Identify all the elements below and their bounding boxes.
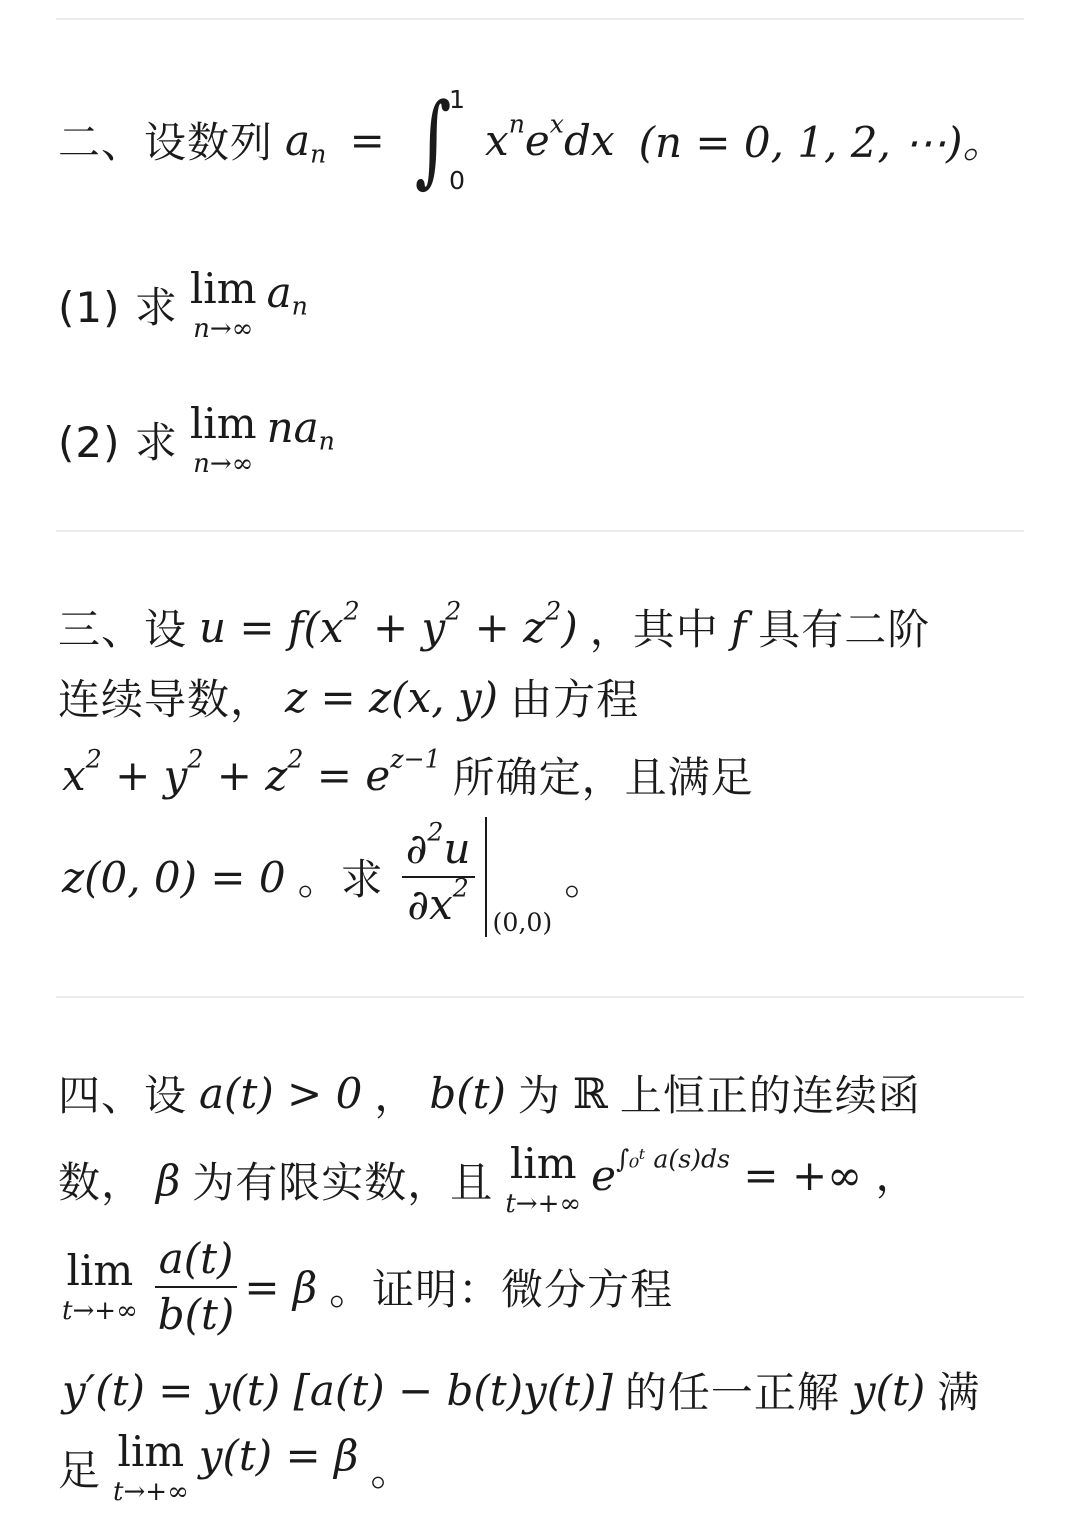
- problem2-range: (n = 0, 1, 2, ⋯)。: [638, 118, 1005, 167]
- problem3-line1: 三、设 $u = f(x^2 + y^2 + z^2)$ ，其中 f 具有二阶: [58, 595, 931, 654]
- problem3-line4: z(0, 0) = 0 。求 $\frac{\partial^2u}{\partial x^2}$ (0,0) 。: [62, 817, 608, 937]
- limit: lim t→+∞: [113, 1426, 189, 1507]
- limit: lim t→+∞: [505, 1138, 582, 1219]
- problem2-part2: (2) 求 lim n→∞ $na_n$: [58, 398, 335, 479]
- limit: lim t→+∞: [62, 1245, 138, 1326]
- problem3-line2: 连续导数， z = z(x, y) 由方程: [58, 672, 640, 724]
- problem4-line1: 四、设 a(t) > 0 ， b(t) 为 ℝ 上恒正的连续函: [58, 1068, 921, 1120]
- problem2-label: 二、设数列: [58, 118, 274, 167]
- problem4-line2: 数， β 为有限实数，且 lim t→+∞ $e^{\int_0ᵗ a(s)ds}$ = +∞ ，: [58, 1138, 918, 1219]
- integral-sign: ∫ 1 0: [414, 81, 465, 198]
- partial-derivative: $\frac{\partial^2u}{\partial x^2}$: [402, 826, 475, 928]
- divider-top: [56, 18, 1024, 20]
- problem2-integrand: $x^ne^xdx$: [485, 108, 615, 165]
- divider: [56, 996, 1024, 998]
- problem4-line4: y′(t) = y(t) [a(t) − b(t)y(t)] 的任一正解 y(t) 满: [62, 1365, 981, 1417]
- problem3-line3: $x^2 + y^2 + z^2 = e^{z-1}$ 所确定，且满足: [62, 743, 754, 802]
- limit: lim n→∞: [189, 263, 257, 344]
- problem2-statement: [58, 80, 1040, 200]
- divider: [56, 530, 1024, 532]
- problem4-line5: 足 lim t→+∞ y(t) = β 。: [58, 1426, 414, 1507]
- problem4-line3: lim t→+∞ $\frac{a(t)}{b(t)}$ = β 。证明：微分方程: [62, 1233, 674, 1339]
- problem2-part1: (1) 求 lim n→∞ $a_n$: [58, 263, 308, 344]
- limit: lim n→∞: [189, 398, 257, 479]
- problem2-sequence: $a_n$ =: [285, 115, 385, 169]
